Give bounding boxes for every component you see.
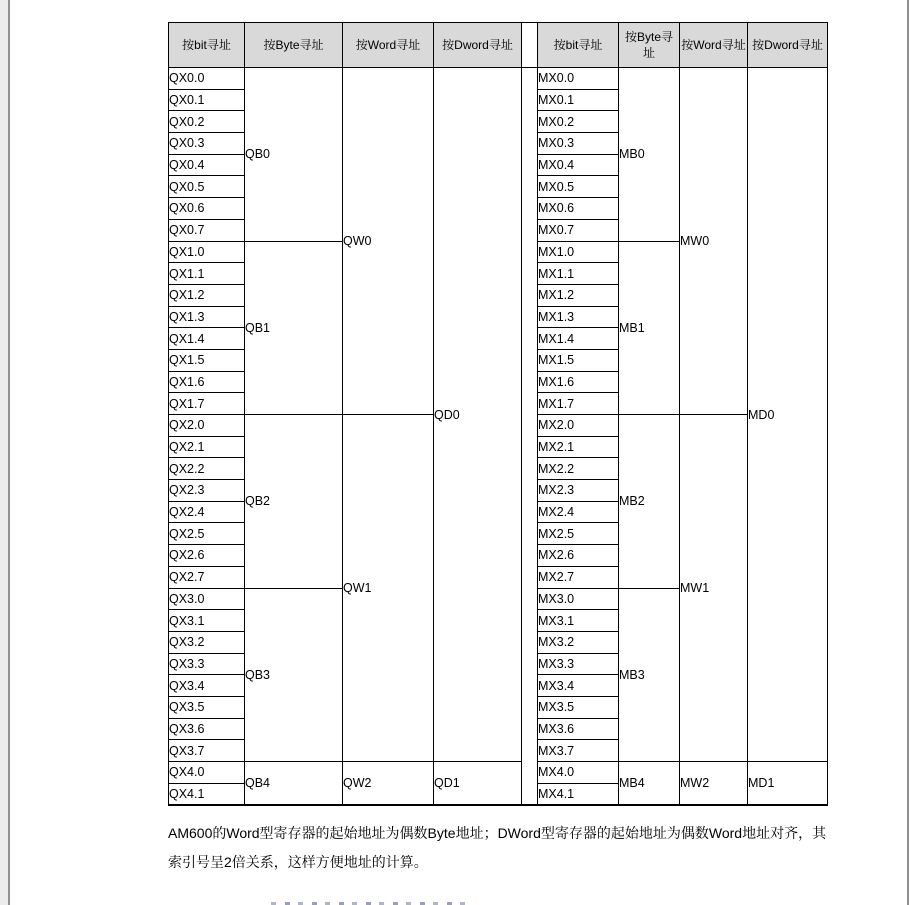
bit-cell: MX3.7 <box>538 740 619 762</box>
byte-cell: MB0 <box>619 68 680 242</box>
bit-cell: MX1.2 <box>538 284 619 306</box>
bit-cell: MX1.4 <box>538 328 619 350</box>
bit-cell: QX4.0 <box>169 762 245 784</box>
bit-cell: QX3.2 <box>169 631 245 653</box>
bit-cell: QX3.1 <box>169 610 245 632</box>
bit-cell: MX3.0 <box>538 588 619 610</box>
table-row <box>169 68 828 90</box>
bit-cell: QX2.1 <box>169 436 245 458</box>
bit-cell: QX1.2 <box>169 284 245 306</box>
bit-cell: QX2.7 <box>169 566 245 588</box>
bit-cell: QX2.4 <box>169 501 245 523</box>
bit-cell: MX3.3 <box>538 653 619 675</box>
bit-cell: MX0.4 <box>538 154 619 176</box>
bit-cell: QX3.6 <box>169 718 245 740</box>
bit-cell: MX0.2 <box>538 111 619 133</box>
bit-cell: QX1.0 <box>169 241 245 263</box>
bit-cell: QX1.4 <box>169 328 245 350</box>
bit-cell: QX1.1 <box>169 263 245 285</box>
byte-cell: QB1 <box>245 241 343 415</box>
bit-cell: QX2.0 <box>169 415 245 437</box>
bit-cell: MX3.2 <box>538 631 619 653</box>
address-table-body <box>169 68 828 805</box>
bit-cell: MX0.0 <box>538 68 619 90</box>
bit-cell: MX0.3 <box>538 133 619 155</box>
bit-cell: MX2.2 <box>538 458 619 480</box>
page-edge-right <box>907 0 909 905</box>
bit-cell: MX2.0 <box>538 415 619 437</box>
bit-cell: QX3.7 <box>169 740 245 762</box>
bit-cell: MX3.4 <box>538 675 619 697</box>
bit-cell: MX4.0 <box>538 762 619 784</box>
byte-cell: QB4 <box>245 762 343 805</box>
note-paragraph <box>168 819 840 876</box>
bit-cell: QX2.5 <box>169 523 245 545</box>
note-line-2: 索引号呈2倍关系，这样方便地址的计算。 <box>168 853 428 870</box>
bit-cell: MX1.7 <box>538 393 619 415</box>
byte-cell: MB2 <box>619 415 680 589</box>
bit-cell: QX0.2 <box>169 111 245 133</box>
bit-cell: MX1.0 <box>538 241 619 263</box>
bit-cell: MX2.5 <box>538 523 619 545</box>
byte-cell: MB1 <box>619 241 680 415</box>
byte-cell: MB4 <box>619 762 680 805</box>
bit-cell: QX2.6 <box>169 545 245 567</box>
bit-cell: QX0.3 <box>169 133 245 155</box>
bit-cell: MX0.7 <box>538 219 619 241</box>
bit-cell: QX1.5 <box>169 349 245 371</box>
bit-cell: QX3.5 <box>169 696 245 718</box>
bit-cell: QX0.6 <box>169 198 245 220</box>
dword-cell: MD1 <box>748 762 828 805</box>
word-cell: QW1 <box>343 415 434 762</box>
bit-cell: QX3.3 <box>169 653 245 675</box>
right-header-cell-2: 按Word寻址 <box>680 23 748 68</box>
bit-cell: MX2.7 <box>538 566 619 588</box>
page-edge-left <box>8 0 10 905</box>
bit-cell: MX1.3 <box>538 306 619 328</box>
bit-cell: MX0.1 <box>538 89 619 111</box>
bit-cell: QX4.1 <box>169 783 245 805</box>
bit-cell: QX1.7 <box>169 393 245 415</box>
right-header-cell-1: 按Byte寻址 <box>619 23 680 68</box>
bit-cell: QX3.0 <box>169 588 245 610</box>
bit-cell: QX0.5 <box>169 176 245 198</box>
bit-cell: MX2.3 <box>538 480 619 502</box>
right-header-cell-3: 按Dword寻址 <box>748 23 828 68</box>
bit-cell: QX1.3 <box>169 306 245 328</box>
bit-cell: MX3.1 <box>538 610 619 632</box>
dword-cell: QD1 <box>434 762 522 805</box>
bit-cell: QX0.1 <box>169 89 245 111</box>
spacer-header-cell <box>522 23 538 68</box>
bit-cell: QX3.4 <box>169 675 245 697</box>
left-header-cell-1: 按Byte寻址 <box>245 23 343 68</box>
word-cell: MW0 <box>680 68 748 415</box>
address-mapping-table <box>168 22 828 806</box>
table-row <box>169 762 828 784</box>
bit-cell: QX0.0 <box>169 68 245 90</box>
viewer-gutter <box>0 0 8 905</box>
byte-cell: QB3 <box>245 588 343 762</box>
byte-cell: MB3 <box>619 588 680 762</box>
bit-cell: MX1.5 <box>538 349 619 371</box>
bit-cell: MX4.1 <box>538 783 619 805</box>
dword-cell: QD0 <box>434 68 522 762</box>
left-header-cell-2: 按Word寻址 <box>343 23 434 68</box>
bit-cell: MX3.5 <box>538 696 619 718</box>
bit-cell: MX2.6 <box>538 545 619 567</box>
bit-cell: MX3.6 <box>538 718 619 740</box>
word-cell: MW2 <box>680 762 748 805</box>
bit-cell: MX1.6 <box>538 371 619 393</box>
bit-cell: MX2.4 <box>538 501 619 523</box>
left-header-cell-3: 按Dword寻址 <box>434 23 522 68</box>
note-line-1: AM600的Word型寄存器的起始地址为偶数Byte地址；DWord型寄存器的起始地址为偶数Word地址对齐，其 <box>168 825 827 841</box>
bit-cell: QX0.7 <box>169 219 245 241</box>
bit-cell: QX1.6 <box>169 371 245 393</box>
word-cell: QW2 <box>343 762 434 805</box>
left-header-cell-0: 按bit寻址 <box>169 23 245 68</box>
bit-cell: MX0.5 <box>538 176 619 198</box>
word-cell: MW1 <box>680 415 748 762</box>
bit-cell: MX0.6 <box>538 198 619 220</box>
word-cell: QW0 <box>343 68 434 415</box>
byte-cell: QB0 <box>245 68 343 242</box>
bit-cell: QX2.3 <box>169 480 245 502</box>
bit-cell: QX0.4 <box>169 154 245 176</box>
bit-cell: QX2.2 <box>169 458 245 480</box>
spacer-cell <box>522 68 538 805</box>
byte-cell: QB2 <box>245 415 343 589</box>
bit-cell: MX1.1 <box>538 263 619 285</box>
address-table-header-row <box>169 23 828 68</box>
right-header-cell-0: 按bit寻址 <box>538 23 619 68</box>
dword-cell: MD0 <box>748 68 828 762</box>
bit-cell: MX2.1 <box>538 436 619 458</box>
